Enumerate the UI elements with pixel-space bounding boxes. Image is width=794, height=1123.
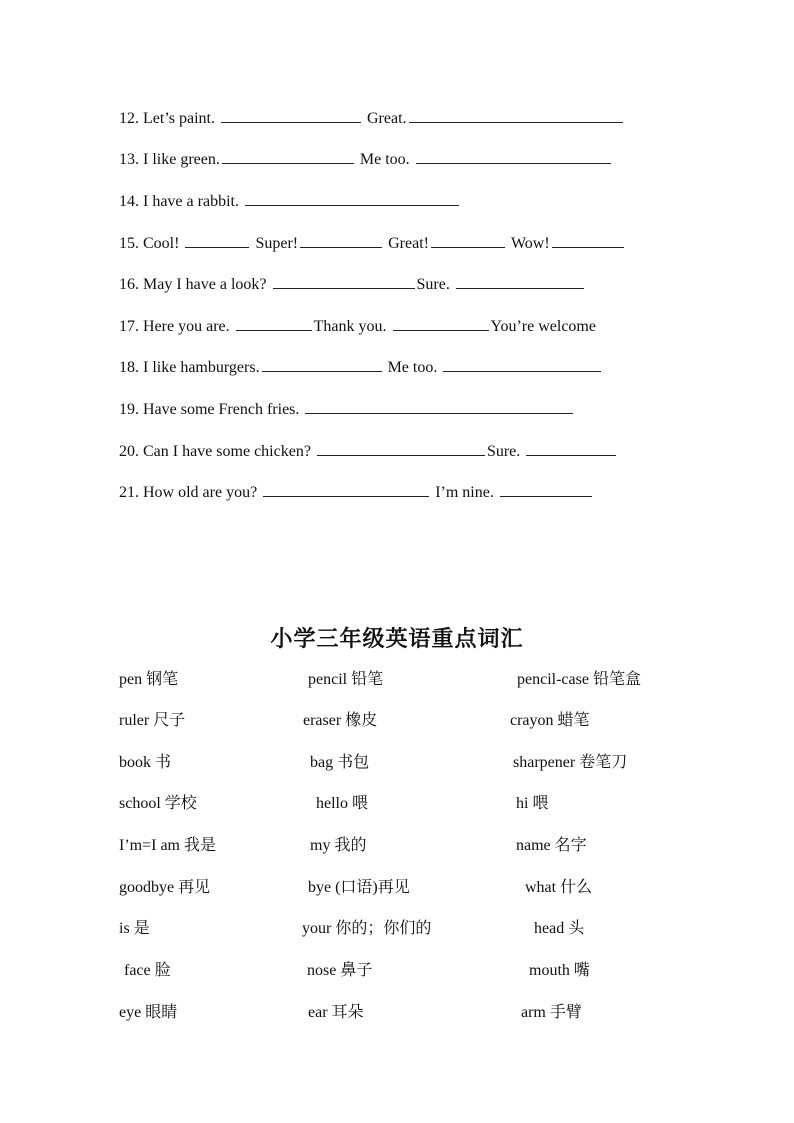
exercise-phrase: Sure. (486, 443, 521, 460)
exercise-line-17 (119, 316, 596, 337)
exercise-phrase: I like hamburgers. (143, 359, 260, 376)
vocab-item: bag 书包 (310, 754, 370, 771)
exercise-line-20 (119, 441, 618, 462)
vocab-item: crayon 蜡笔 (510, 712, 590, 729)
vocab-item: goodbye 再见 (119, 879, 211, 896)
exercise-phrase: You’re welcome (490, 318, 596, 335)
answer-blank[interactable] (221, 108, 361, 123)
exercise-phrase: I like green. (143, 151, 220, 168)
vocab-item: hi 喂 (516, 795, 549, 812)
exercise-phrase: Super! (255, 235, 299, 252)
answer-blank[interactable] (409, 108, 623, 123)
vocab-item: I’m=I am 我是 (119, 837, 217, 854)
exercise-phrase: Great! (388, 235, 429, 252)
vocab-item: mouth 嘴 (529, 962, 590, 979)
exercise-phrase: Here you are. (143, 318, 230, 335)
answer-blank[interactable] (500, 482, 592, 497)
exercise-line-15 (119, 233, 626, 254)
answer-blank[interactable] (236, 316, 312, 331)
vocab-item: eraser 橡皮 (303, 712, 378, 729)
vocab-item: pencil 铅笔 (308, 671, 384, 688)
answer-blank[interactable] (263, 482, 429, 497)
exercise-number: 20. (119, 443, 139, 460)
answer-blank[interactable] (552, 233, 624, 248)
vocab-item: what 什么 (525, 879, 593, 896)
exercise-line-14 (119, 191, 461, 212)
vocab-item: head 头 (534, 920, 585, 937)
vocab-item: my 我的 (310, 837, 367, 854)
exercise-phrase: I have a rabbit. (143, 193, 239, 210)
answer-blank[interactable] (393, 316, 489, 331)
exercise-line-13 (119, 149, 613, 170)
vocab-item: school 学校 (119, 795, 197, 812)
answer-blank[interactable] (300, 233, 382, 248)
answer-blank[interactable] (222, 149, 354, 164)
answer-blank[interactable] (526, 441, 616, 456)
exercise-number: 19. (119, 401, 139, 418)
exercise-phrase: Cool! (143, 235, 180, 252)
vocab-item: bye (口语)再见 (308, 879, 410, 896)
vocab-item: eye 眼睛 (119, 1004, 178, 1021)
vocab-item: ear 耳朵 (308, 1004, 364, 1021)
exercise-number: 13. (119, 151, 139, 168)
vocab-item: your 你的；你们的 (302, 920, 432, 937)
answer-blank[interactable] (245, 191, 459, 206)
exercise-phrase: Have some French fries. (143, 401, 300, 418)
exercise-phrase: Great. (366, 110, 407, 127)
exercise-phrase: Can I have some chicken? (143, 443, 311, 460)
exercise-phrase: May I have a look? (143, 276, 267, 293)
vocab-item: pencil-case 铅笔盒 (517, 671, 641, 688)
exercise-number: 16. (119, 276, 139, 293)
answer-blank[interactable] (431, 233, 505, 248)
exercise-number: 18. (119, 359, 139, 376)
answer-blank[interactable] (305, 399, 573, 414)
answer-blank[interactable] (416, 149, 611, 164)
exercise-number: 17. (119, 318, 139, 335)
answer-blank[interactable] (185, 233, 249, 248)
vocab-item: name 名字 (516, 837, 587, 854)
exercise-phrase: Me too. (387, 359, 438, 376)
exercise-line-18 (119, 357, 603, 378)
vocab-item: ruler 尺子 (119, 712, 186, 729)
exercise-phrase: Let’s paint. (143, 110, 215, 127)
answer-blank[interactable] (273, 274, 415, 289)
exercise-phrase: How old are you? (143, 484, 258, 501)
answer-blank[interactable] (443, 357, 601, 372)
answer-blank[interactable] (317, 441, 485, 456)
vocab-item: hello 喂 (316, 795, 368, 812)
exercise-phrase: Thank you. (313, 318, 387, 335)
exercise-number: 12. (119, 110, 139, 127)
exercise-number: 21. (119, 484, 139, 501)
exercise-number: 15. (119, 235, 139, 252)
exercise-phrase: Me too. (359, 151, 410, 168)
exercise-line-19 (119, 399, 575, 420)
answer-blank[interactable] (262, 357, 382, 372)
vocab-item: pen 钢笔 (119, 671, 179, 688)
answer-blank[interactable] (456, 274, 584, 289)
exercise-phrase: Sure. (416, 276, 450, 293)
vocab-item: arm 手臂 (521, 1004, 582, 1021)
exercise-phrase: I’m nine. (435, 484, 494, 501)
vocab-item: face 脸 (124, 962, 171, 979)
exercise-number: 14. (119, 193, 139, 210)
vocab-item: is 是 (119, 920, 150, 937)
vocab-item: nose 鼻子 (307, 962, 373, 979)
exercise-phrase: Wow! (510, 235, 550, 252)
exercise-line-16 (119, 274, 586, 295)
exercise-line-12 (119, 108, 625, 129)
vocab-item: book 书 (119, 754, 172, 771)
vocab-item: sharpener 卷笔刀 (513, 754, 628, 771)
exercise-line-21 (119, 482, 594, 503)
vocab-title: 小学三年级英语重点词汇 (270, 626, 524, 652)
